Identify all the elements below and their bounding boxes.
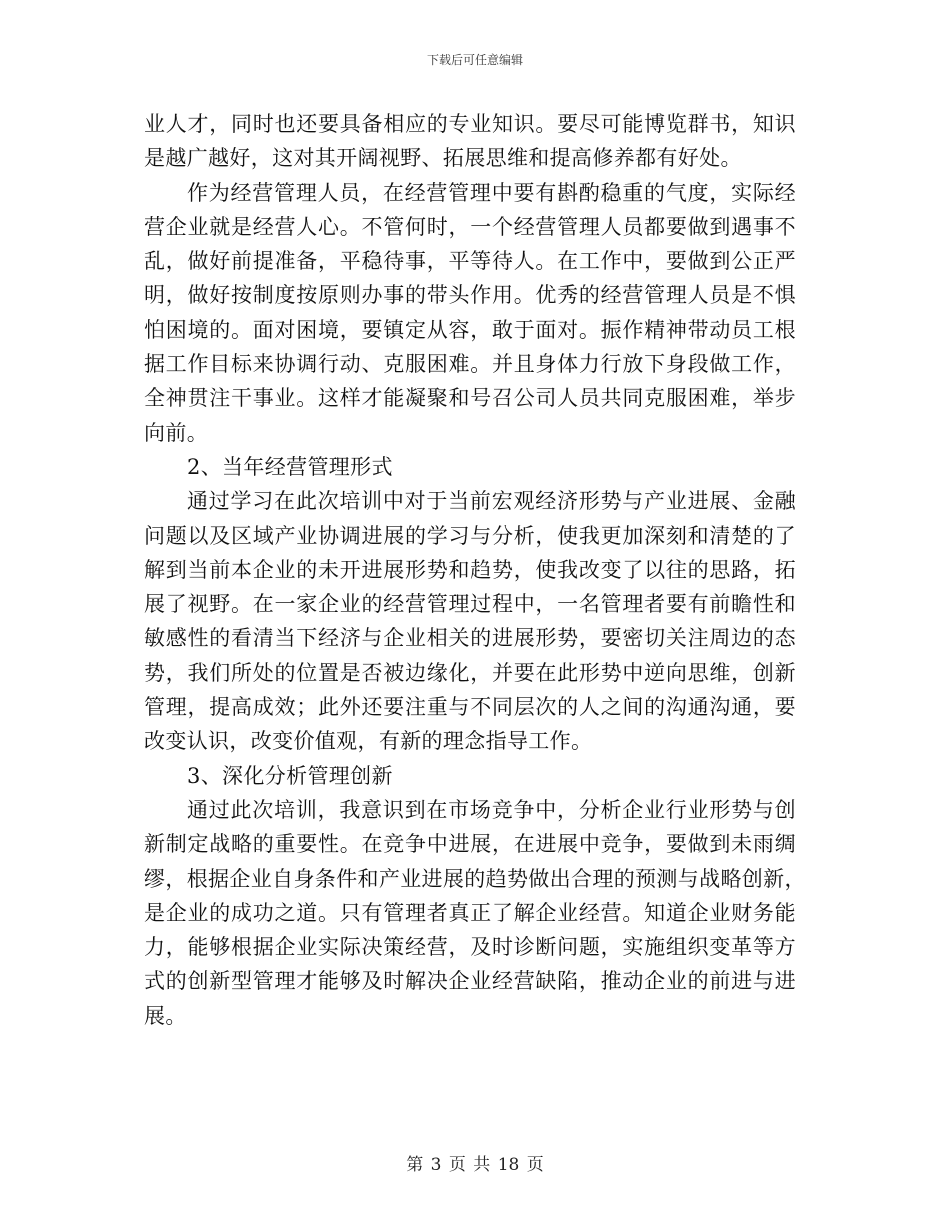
text-line: 通过此次培训，我意识到在市场竞争中，分析企业行业形势与创: [187, 797, 796, 822]
text-line: 展了视野。在一家企业的经营管理过程中，一名管理者要有前瞻性和: [144, 592, 796, 617]
text-line: 向前。: [144, 420, 209, 445]
text-line: 新制定战略的重要性。在竞争中进展，在进展中竞争，要做到未雨绸: [144, 832, 796, 857]
text-line: 2、当年经营管理形式: [187, 454, 393, 479]
text-line: 管理，提高成效；此外还要注重与不同层次的人之间的沟通沟通，要: [144, 695, 796, 720]
text-line: 通过学习在此次培训中对于当前宏观经济形势与产业进展、金融: [187, 489, 796, 514]
text-line: 改变认识，改变价值观，有新的理念指导工作。: [144, 729, 593, 754]
page-header: 下载后可任意编辑: [426, 53, 523, 67]
document-body: [144, 107, 806, 1033]
text-line: 据工作目标来协调行动、克服困难。并且身体力行放下身段做工作，: [144, 352, 796, 377]
text-line: 作为经营管理人员，在经营管理中要有斟酌稳重的气度，实际经: [187, 180, 796, 205]
text-line: 怕困境的。面对困境，要镇定从容，敢于面对。振作精神带动员工根: [144, 317, 796, 342]
page-number-footer: 第 3 页 共 18 页: [406, 1155, 544, 1175]
text-line: 3、深化分析管理创新: [187, 763, 393, 788]
text-line: 势，我们所处的位置是否被边缘化，并要在此形势中逆向思维，创新: [144, 660, 796, 685]
text-line: 明，做好按制度按原则办事的带头作用。优秀的经营管理人员是不惧: [144, 283, 796, 308]
text-line: 是越广越好，这对其开阔视野、拓展思维和提高修养都有好处。: [144, 146, 742, 171]
text-line: 业人才，同时也还要具备相应的专业知识。要尽可能博览群书，知识: [144, 112, 796, 136]
text-line: 缪，根据企业自身条件和产业进展的趋势做出合理的预测与战略创新，: [144, 866, 806, 891]
text-line: 问题以及区域产业协调进展的学习与分析，使我更加深刻和清楚的了: [144, 523, 796, 548]
text-line: 力，能够根据企业实际决策经营，及时诊断问题，实施组织变革等方: [144, 935, 796, 960]
text-line: 是企业的成功之道。只有管理者真正了解企业经营。知道企业财务能: [144, 900, 796, 925]
text-line: 营企业就是经营人心。不管何时，一个经营管理人员都要做到遇事不: [144, 214, 796, 239]
text-line: 敏感性的看清当下经济与企业相关的进展形势，要密切关注周边的态: [144, 626, 796, 651]
text-line: 展。: [144, 1003, 187, 1028]
text-line: 式的创新型管理才能够及时解决企业经营缺陷，推动企业的前进与进: [144, 969, 796, 994]
text-line: 乱，做好前提准备，平稳待事，平等待人。在工作中，要做到公正严: [144, 249, 796, 274]
text-line: 全神贯注干事业。这样才能凝聚和号召公司人员共同克服困难，举步: [144, 386, 796, 411]
text-line: 解到当前本企业的未开进展形势和趋势，使我改变了以往的思路，拓: [144, 557, 796, 582]
